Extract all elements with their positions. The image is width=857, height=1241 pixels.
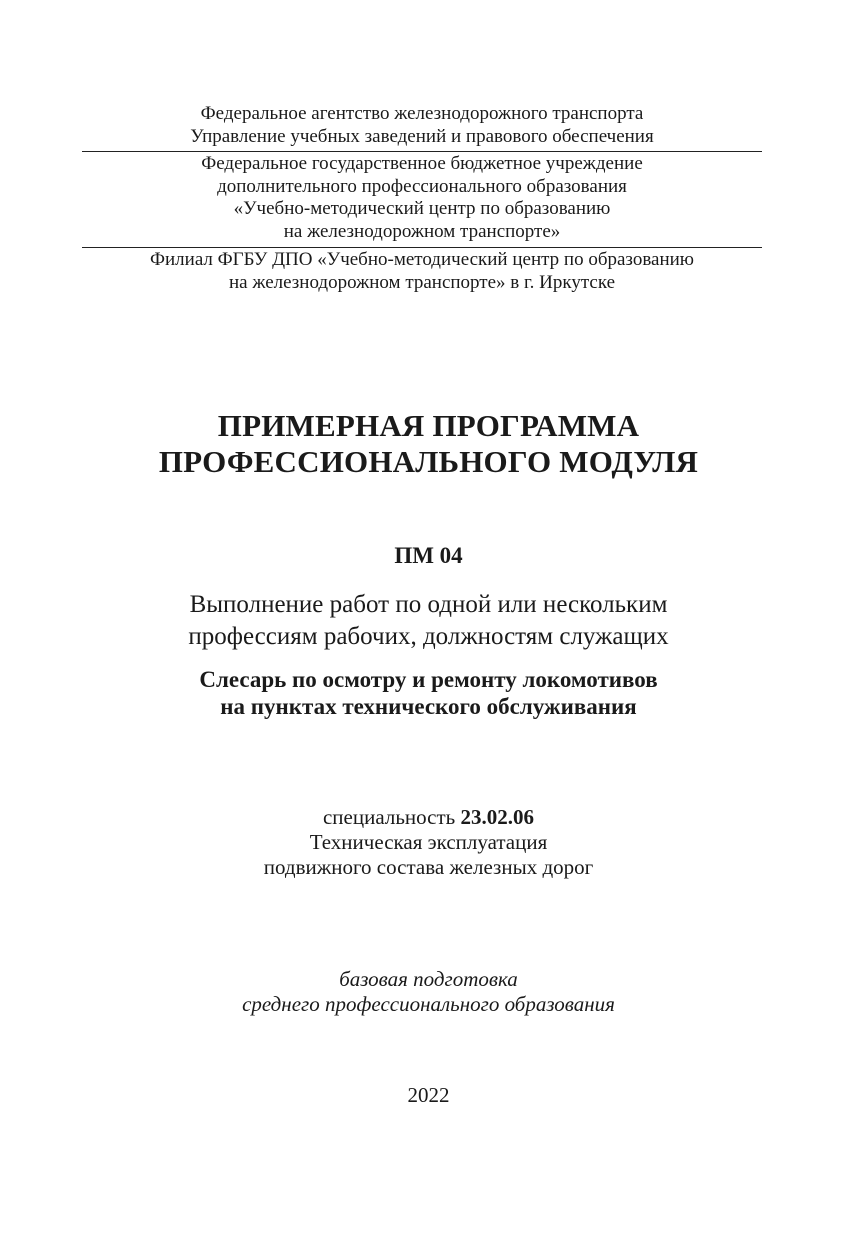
title-line: ПРОФЕССИОНАЛЬНОГО МОДУЛЯ [158, 444, 699, 479]
institution-line: на железнодорожном транспорте» [283, 220, 561, 242]
document-title [0, 408, 857, 480]
header-divider [82, 247, 762, 248]
training-line: среднего профессионального образования [242, 992, 615, 1016]
profession-name [0, 666, 857, 720]
header-divider [82, 151, 762, 152]
specialty-name-line: подвижного состава железных дорог [263, 855, 594, 879]
module-name [0, 589, 857, 653]
agency-header [82, 103, 762, 148]
institution-line: «Учебно-методический центр по образованию [233, 198, 611, 219]
specialty-code: 23.02.06 [460, 805, 534, 829]
branch-line: Филиал ФГБУ ДПО «Учебно-методический центр по образованию [149, 249, 694, 270]
training-line: базовая подготовка [339, 967, 518, 991]
agency-line: Федеральное агентство железнодорожного транспорта [200, 103, 644, 124]
specialty-label: специальность [322, 805, 461, 829]
institution-header [82, 153, 762, 243]
institution-line: дополнительного профессионального образования [217, 175, 627, 197]
specialty-code-line [0, 805, 857, 830]
agency-line: Управление учебных заведений и правового обеспечения [190, 125, 654, 147]
profession-line: на пунктах технического обслуживания [220, 694, 637, 719]
branch-line: на железнодорожном транспорте» в г. Иркутске [228, 271, 616, 293]
profession-line: Слесарь по осмотру и ремонту локомотивов [199, 667, 658, 692]
module-name-line: Выполнение работ по одной или нескольким [189, 591, 668, 618]
publication-year: 2022 [407, 1083, 450, 1107]
module-name-line: профессиям рабочих, должностям служащих [188, 623, 669, 650]
module-code: ПМ 04 [394, 543, 463, 568]
title-line: ПРИМЕРНАЯ ПРОГРАММА [217, 408, 640, 443]
institution-line: Федеральное государственное бюджетное учреждение [201, 153, 643, 174]
training-level [0, 967, 857, 1017]
specialty-block [0, 805, 857, 880]
specialty-name-line: Техническая эксплуатация [309, 830, 548, 854]
branch-header [82, 249, 762, 294]
